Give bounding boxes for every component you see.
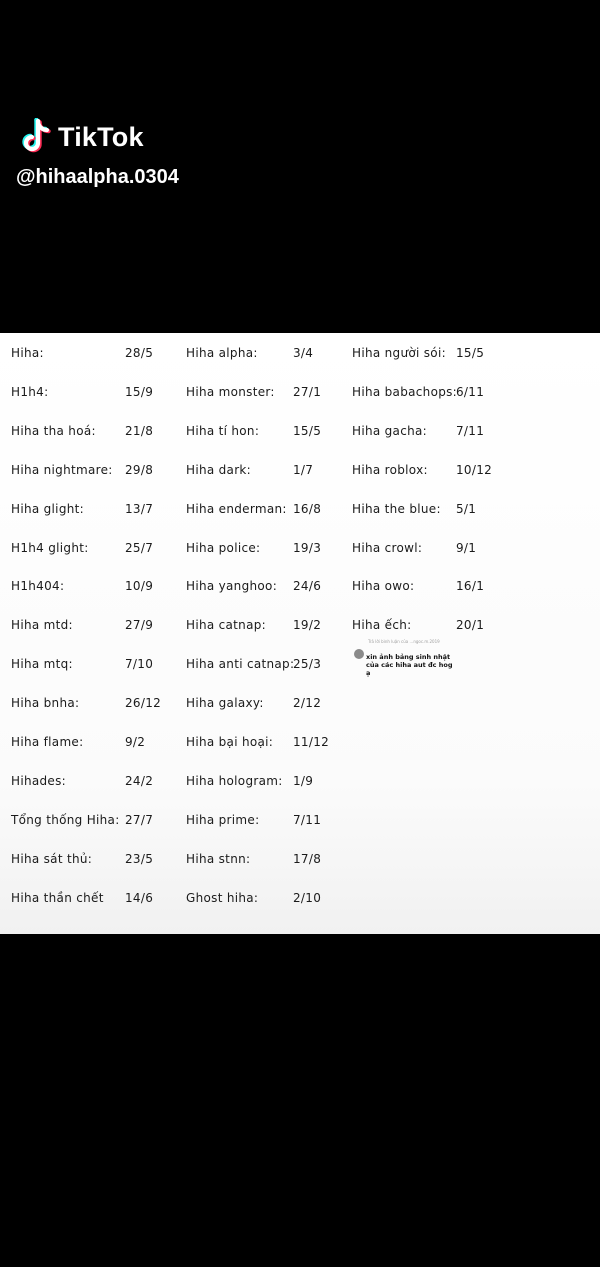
birthday-date: 13/7	[125, 501, 154, 516]
birthday-date: 15/5	[456, 346, 485, 360]
character-name: Hiha mtq:	[11, 657, 73, 672]
comment-reply-meta: Trả lời bình luận của ...ngoc.m.2019	[368, 639, 440, 644]
birthday-date: 21/8	[125, 423, 154, 438]
birthday-date: 9/2	[125, 735, 146, 749]
character-name: Hihades:	[11, 773, 67, 788]
birthday-date: 9/1	[456, 540, 477, 555]
tiktok-watermark	[18, 118, 179, 189]
character-name: Hiha prime:	[186, 812, 260, 827]
character-name: Hiha babachops:	[352, 384, 458, 399]
birthday-date: 15/9	[125, 384, 154, 399]
birthday-date: 27/1	[293, 384, 322, 399]
birthday-date: 25/3	[293, 657, 322, 672]
character-name: Ghost hiha:	[186, 890, 259, 905]
character-name: Hiha the blue:	[352, 501, 441, 516]
birthday-date: 16/8	[293, 501, 322, 516]
birthday-date: 6/11	[456, 384, 485, 399]
character-name: Hiha flame:	[11, 735, 84, 749]
birthday-date: 25/7	[125, 540, 154, 555]
birthday-date: 26/12	[125, 696, 162, 711]
character-name: Tổng thống Hiha:	[11, 812, 120, 827]
character-name: Hiha tí hon:	[186, 423, 260, 438]
birthday-date: 2/12	[293, 696, 322, 711]
birthday-date: 7/11	[456, 423, 485, 438]
birthday-date: 27/7	[125, 812, 154, 827]
creator-handle: @hihaalpha.0304	[16, 166, 179, 188]
character-name: H1h4:	[11, 384, 49, 399]
tiktok-brand-row	[18, 118, 179, 156]
character-name: Hiha anti catnap:	[186, 657, 295, 672]
character-name: Hiha galaxy:	[186, 696, 264, 711]
birthday-sheet	[0, 333, 600, 934]
birthday-date: 28/5	[125, 346, 154, 360]
character-name: Hiha enderman:	[186, 501, 287, 516]
character-name: Hiha glight:	[11, 501, 84, 516]
character-name: Hiha mtd:	[11, 618, 73, 633]
character-name: Hiha owo:	[352, 579, 415, 594]
character-name: H1h4 glight:	[11, 540, 89, 555]
birthday-date: 3/4	[293, 346, 314, 360]
character-name: Hiha alpha:	[186, 346, 258, 360]
character-name: Hiha sát thủ:	[11, 851, 93, 866]
birthday-date: 20/1	[456, 618, 485, 633]
character-name: Hiha monster:	[186, 384, 275, 399]
character-name: Hiha thần chết	[11, 890, 104, 905]
character-name: Hiha nightmare:	[11, 462, 113, 477]
tiktok-logo-icon	[18, 118, 52, 156]
character-name: Hiha gacha:	[352, 423, 428, 438]
birthday-date: 11/12	[293, 735, 330, 749]
character-name: Hiha bnha:	[11, 696, 80, 711]
birthday-date: 10/12	[456, 462, 493, 477]
birthday-date: 2/10	[293, 890, 322, 905]
birthday-date: 15/5	[293, 423, 322, 438]
birthday-date: 19/3	[293, 540, 322, 555]
birthday-date: 7/11	[293, 812, 322, 827]
character-name: Hiha crowl:	[352, 540, 423, 555]
birthday-date: 1/7	[293, 462, 314, 477]
character-name: Hiha police:	[186, 540, 261, 555]
birthday-date: 7/10	[125, 657, 154, 672]
character-name: Hiha dark:	[186, 462, 252, 477]
character-name: Hiha yanghoo:	[186, 579, 278, 594]
birthday-date: 14/6	[125, 890, 154, 905]
birthday-date: 24/6	[293, 579, 322, 594]
comment-reply-sticker	[354, 639, 464, 679]
character-name: Hiha catnap:	[186, 618, 267, 633]
birthday-date: 19/2	[293, 618, 322, 633]
character-name: Hiha bại hoại:	[186, 735, 274, 749]
birthday-date: 10/9	[125, 579, 154, 594]
character-name: Hiha ếch:	[352, 618, 412, 633]
birthday-date: 17/8	[293, 851, 322, 866]
character-name: Hiha tha hoá:	[11, 423, 96, 438]
character-name: Hiha stnn:	[186, 851, 251, 866]
character-name: H1h404:	[11, 579, 65, 594]
birthday-date: 24/2	[125, 773, 154, 788]
birthday-date: 27/9	[125, 618, 154, 633]
character-name: Hiha hologram:	[186, 773, 283, 788]
commenter-avatar	[354, 649, 364, 659]
birthday-date: 23/5	[125, 851, 154, 866]
character-name: Hiha người sói:	[352, 346, 446, 360]
tiktok-brand-text: TikTok	[58, 121, 144, 152]
birthday-date: 29/8	[125, 462, 154, 477]
birthday-date: 5/1	[456, 501, 477, 516]
birthday-date: 1/9	[293, 773, 314, 788]
birthday-date: 16/1	[456, 579, 485, 594]
comment-reply-text: xin ảnh bảng sinh nhật của các hiha aut đc hog ạ	[366, 653, 453, 677]
character-name: Hiha:	[11, 346, 44, 360]
character-name: Hiha roblox:	[352, 462, 428, 477]
